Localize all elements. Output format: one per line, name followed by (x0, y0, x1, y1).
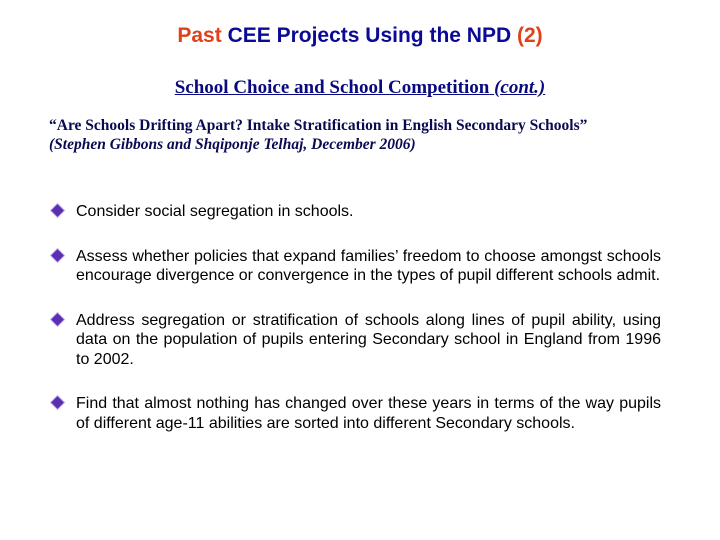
diamond-bullet-icon (51, 249, 64, 262)
slide-subtitle (0, 77, 720, 99)
title-past: Past (177, 24, 222, 47)
subtitle-suffix: (cont.) (494, 77, 546, 98)
bullet-text: Find that almost nothing has changed over these years in terms of the way pupils of different age-11 abilities are sorted into different Secondary schools. (76, 395, 661, 432)
paper-title: “Are Schools Drifting Apart? Intake Stratification in English Secondary Schools” (49, 117, 588, 134)
bullet-text: Consider social segregation in schools. (76, 203, 354, 220)
diamond-bullet-icon (51, 313, 64, 326)
subtitle-main: School Choice and School Competition (174, 77, 490, 98)
bullet-item (50, 247, 661, 286)
diamond-bullet-icon (51, 204, 64, 217)
bullet-text: Assess whether policies that expand families’ freedom to choose amongst schools encourage divergence or convergence in the types of pupil different schools admit. (76, 247, 661, 284)
paper-reference (49, 116, 669, 154)
bullet-text: Address segregation or stratification of schools along lines of pupil ability, using data on the population of pupils entering Secondary school in England from 1996 to 2002. (76, 311, 661, 368)
title-main: CEE Projects Using the NPD (227, 24, 512, 47)
diamond-bullet-icon (51, 396, 64, 409)
bullet-item (50, 202, 661, 222)
bullet-item (50, 394, 661, 433)
slide-title (0, 24, 720, 48)
title-number: (2) (516, 24, 543, 47)
bullet-list (50, 202, 661, 458)
paper-authors: (Stephen Gibbons and Shqiponje Telhaj, December 2006) (49, 136, 416, 153)
bullet-item (50, 311, 661, 370)
